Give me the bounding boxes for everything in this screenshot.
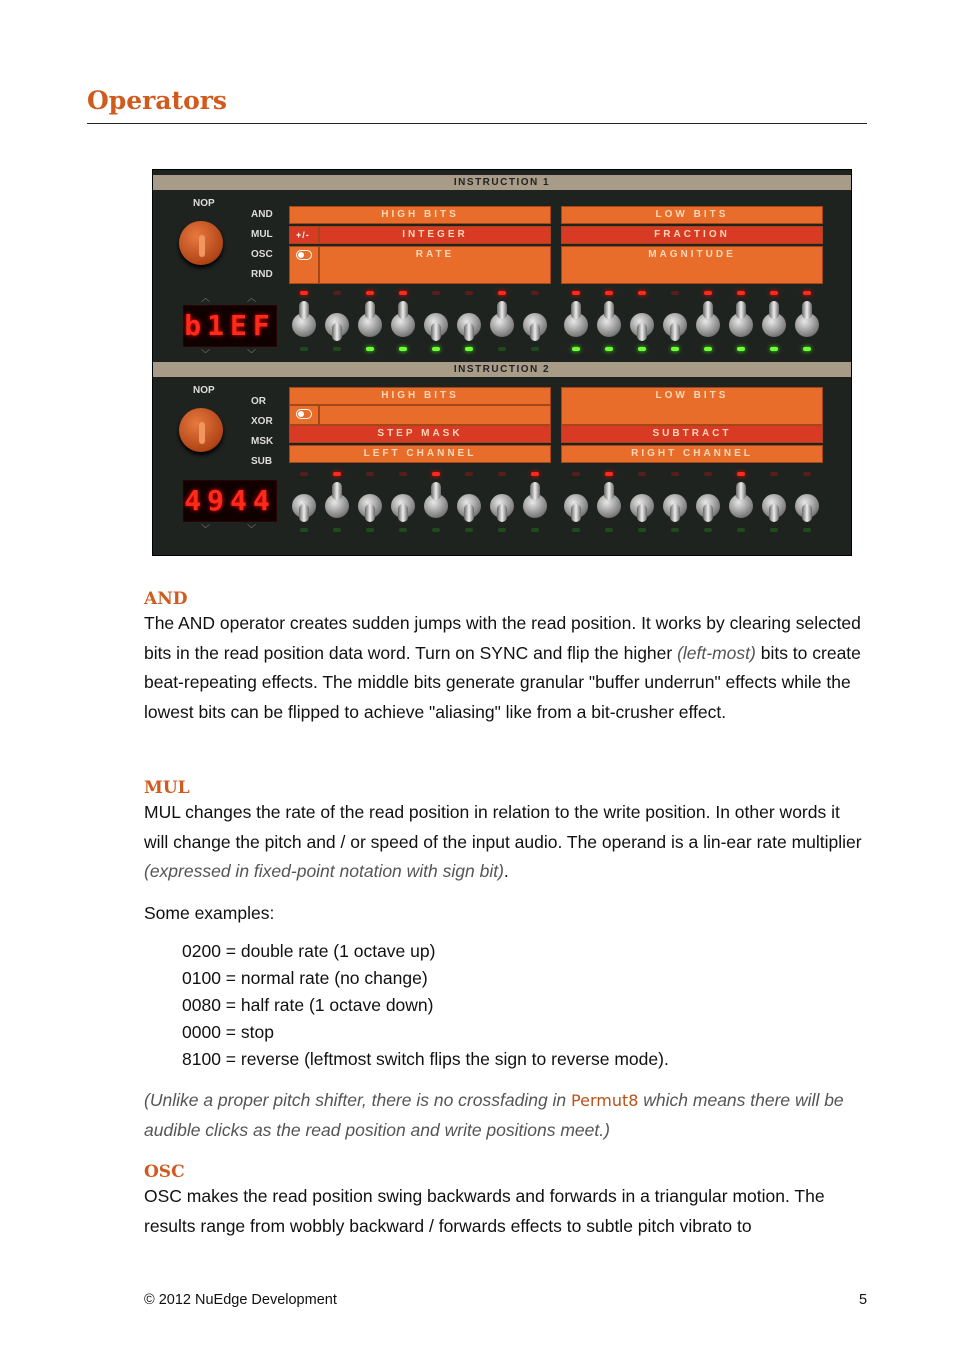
bit-toggle-switch[interactable] xyxy=(695,299,721,339)
bit-led-red xyxy=(333,291,341,295)
bit-led-green xyxy=(399,347,407,351)
bit-led-red xyxy=(605,291,613,295)
bit-led-red xyxy=(432,472,440,476)
bit-toggle-switch[interactable] xyxy=(728,299,754,339)
bit-led-green xyxy=(572,347,580,351)
chevron-down-icon[interactable]: ﹀ xyxy=(247,524,257,534)
mul-aside: (expressed in fixed-point notation with sign bit) xyxy=(144,861,504,881)
left-channel-lane: LEFT CHANNEL xyxy=(289,445,551,463)
high-bits-lane: HIGH BITS xyxy=(289,206,551,224)
bit-led-red xyxy=(531,291,539,295)
and-text-2: bits to create beat-repeating effects. The middle bits generate granular "buffer underrun" effects while the lowest bits can be flipped to achieve "aliasing" like from a bit-crusher effect. xyxy=(144,642,861,722)
osc-heading: OSC xyxy=(144,1162,185,1182)
bit-toggle-switch[interactable] xyxy=(761,299,787,339)
list-item: 0000 = stop xyxy=(182,1022,274,1042)
bit-led-red xyxy=(605,472,613,476)
bit-led-green xyxy=(704,528,712,532)
bit-toggle-switch[interactable] xyxy=(728,480,754,520)
title-rule xyxy=(87,123,867,124)
list-item: 8100 = reverse (leftmost switch flips the sign to reverse mode). xyxy=(182,1049,669,1069)
and-paragraph xyxy=(144,609,868,727)
instruction-1-label: INSTRUCTION 1 xyxy=(153,175,851,190)
bit-led-red xyxy=(572,472,580,476)
bit-toggle-switch[interactable] xyxy=(324,480,350,520)
nop-label: NOP xyxy=(193,198,215,209)
bit-led-green xyxy=(605,347,613,351)
instruction-2-label: INSTRUCTION 2 xyxy=(153,362,851,377)
bit-toggle-switch[interactable] xyxy=(563,299,589,339)
page-number: 5 xyxy=(859,1292,868,1308)
nop-label: NOP xyxy=(193,385,215,396)
rate-lane: RATE xyxy=(319,246,551,284)
bit-led-green xyxy=(531,528,539,532)
toggle-lane xyxy=(289,405,319,425)
mul-text: MUL changes the rate of the read position in relation to the write position. In other words it will change the pitch and / or speed of the input audio. The operand is a lin-ear rate multiplier xyxy=(144,802,862,852)
bit-toggle-switch[interactable] xyxy=(357,480,383,520)
and-text: The AND operator creates sudden jumps with the read position. It works by clearing selected bits in the read position data word. Turn on SYNC and flip the higher xyxy=(144,613,861,663)
bit-led-green xyxy=(737,528,745,532)
and-aside: (left-most) xyxy=(677,642,756,663)
bit-led-green xyxy=(803,528,811,532)
step-mask-lane: STEP MASK xyxy=(289,425,551,443)
list-item: 0200 = double rate (1 octave up) xyxy=(182,941,436,961)
mode-msk: MSK xyxy=(251,436,274,447)
mode-labels xyxy=(251,205,273,285)
bit-led-red xyxy=(531,472,539,476)
page-title: Operators xyxy=(87,86,228,115)
bit-led-green xyxy=(399,528,407,532)
bit-led-green xyxy=(366,347,374,351)
bit-toggle-switch[interactable] xyxy=(423,299,449,339)
footer-copyright: © 2012 NuEdge Development xyxy=(144,1292,337,1308)
chevron-down-icon[interactable]: ﹀ xyxy=(201,524,211,534)
mul-period: . xyxy=(503,861,509,881)
bit-led-green xyxy=(366,528,374,532)
bit-toggle-switch[interactable] xyxy=(390,299,416,339)
bit-led-green xyxy=(671,528,679,532)
bit-led-red xyxy=(366,472,374,476)
bit-led-red xyxy=(638,472,646,476)
low-bits-lane: LOW BITS xyxy=(561,206,823,224)
bit-toggle-switch[interactable] xyxy=(489,299,515,339)
list-item: 0080 = half rate (1 octave down) xyxy=(182,995,434,1015)
blank-lane xyxy=(319,405,551,425)
mode-sub: SUB xyxy=(251,456,273,467)
bit-led-green xyxy=(803,347,811,351)
mode-labels xyxy=(251,392,273,472)
bit-led-green xyxy=(572,528,580,532)
mode-xor: XOR xyxy=(251,416,273,427)
low-bits-lane: LOW BITS xyxy=(561,387,823,425)
chevron-down-icon[interactable]: ﹀ xyxy=(247,349,257,359)
bit-led-green xyxy=(638,347,646,351)
bit-toggle-switch[interactable] xyxy=(596,299,622,339)
bit-led-green xyxy=(333,347,341,351)
bit-toggle-switch[interactable] xyxy=(761,480,787,520)
instruction-1-section xyxy=(153,175,851,361)
bit-led-red xyxy=(803,291,811,295)
bit-toggle-switch[interactable] xyxy=(324,299,350,339)
mode-rnd: RND xyxy=(251,269,273,280)
sign-label: +/- xyxy=(296,230,310,240)
note-text-2: which means there will be audible clicks as the read position and write positions meet.) xyxy=(144,1090,844,1140)
bit-led-green xyxy=(300,528,308,532)
mode-osc: OSC xyxy=(251,249,273,260)
bit-led-red xyxy=(300,472,308,476)
bit-led-green xyxy=(432,347,440,351)
note-text: (Unlike a proper pitch shifter, there is no crossfading in xyxy=(144,1090,572,1110)
mul-heading: MUL xyxy=(144,778,190,798)
operators-panel-image xyxy=(152,169,852,556)
bit-toggle-switch[interactable] xyxy=(794,299,820,339)
right-channel-lane: RIGHT CHANNEL xyxy=(561,445,823,463)
sync-toggle-lane xyxy=(289,246,319,284)
bit-led-red xyxy=(366,291,374,295)
bit-toggle-switch[interactable] xyxy=(456,299,482,339)
bit-led-green xyxy=(770,347,778,351)
bit-led-red xyxy=(572,291,580,295)
high-bits-lane: HIGH BITS xyxy=(289,387,551,405)
bit-led-green xyxy=(300,347,308,351)
bit-led-green xyxy=(465,528,473,532)
bit-led-green xyxy=(333,528,341,532)
toggle-icon[interactable] xyxy=(296,409,312,419)
bit-led-red xyxy=(498,472,506,476)
chevron-down-icon[interactable]: ﹀ xyxy=(201,349,211,359)
examples-intro: Some examples: xyxy=(144,903,275,923)
bit-led-red xyxy=(671,472,679,476)
bit-led-red xyxy=(770,472,778,476)
bit-led-red xyxy=(498,291,506,295)
magnitude-lane: MAGNITUDE xyxy=(561,246,823,284)
bit-led-red xyxy=(399,291,407,295)
bit-led-red xyxy=(399,472,407,476)
bit-led-green xyxy=(671,347,679,351)
subtract-lane: SUBTRACT xyxy=(561,425,823,443)
bit-toggle-switch[interactable] xyxy=(662,299,688,339)
bit-led-green xyxy=(531,347,539,351)
bit-led-green xyxy=(605,528,613,532)
bit-toggle-switch[interactable] xyxy=(629,480,655,520)
bit-led-green xyxy=(498,528,506,532)
bit-led-red xyxy=(333,472,341,476)
bit-led-red xyxy=(671,291,679,295)
sign-tag xyxy=(289,226,319,244)
brand-name: Permut8 xyxy=(571,1091,639,1110)
bit-led-red xyxy=(737,472,745,476)
fraction-lane: FRACTION xyxy=(561,226,823,244)
bit-led-green xyxy=(737,347,745,351)
bit-led-red xyxy=(770,291,778,295)
bit-led-red xyxy=(704,291,712,295)
bit-led-green xyxy=(704,347,712,351)
bit-toggle-switch[interactable] xyxy=(662,480,688,520)
mode-mul: MUL xyxy=(251,229,273,240)
bit-toggle-switch[interactable] xyxy=(456,480,482,520)
bit-toggle-switch[interactable] xyxy=(489,480,515,520)
integer-lane: INTEGER xyxy=(319,226,551,244)
bit-toggle-switch[interactable] xyxy=(794,480,820,520)
bit-toggle-switch[interactable] xyxy=(291,480,317,520)
bit-toggle-switch[interactable] xyxy=(522,480,548,520)
bit-toggle-switch[interactable] xyxy=(563,480,589,520)
bit-led-red xyxy=(465,472,473,476)
examples-list xyxy=(182,938,669,1073)
bit-led-green xyxy=(770,528,778,532)
bit-toggle-switch[interactable] xyxy=(695,480,721,520)
osc-paragraph: OSC makes the read position swing backwards and forwards in a triangular motion. The results range from wobbly backward / forwards effects to subtle pitch vibrato to xyxy=(144,1186,825,1236)
bit-led-red xyxy=(638,291,646,295)
bit-toggle-switch[interactable] xyxy=(629,299,655,339)
mode-or: OR xyxy=(251,396,266,407)
crossfade-note xyxy=(144,1086,868,1145)
bit-toggle-switch[interactable] xyxy=(596,480,622,520)
bit-led-red xyxy=(432,291,440,295)
and-heading: AND xyxy=(144,589,188,609)
bit-led-green xyxy=(432,528,440,532)
toggle-icon[interactable] xyxy=(296,250,312,260)
bit-toggle-switch[interactable] xyxy=(291,299,317,339)
bit-toggle-switch[interactable] xyxy=(522,299,548,339)
bit-led-green xyxy=(498,347,506,351)
operator-knob[interactable] xyxy=(179,408,223,452)
bit-led-red xyxy=(300,291,308,295)
operand-display: b1EF xyxy=(183,305,277,347)
operand-display: 4944 xyxy=(183,480,277,522)
bit-led-red xyxy=(465,291,473,295)
bit-led-green xyxy=(638,528,646,532)
list-item: 0100 = normal rate (no change) xyxy=(182,968,428,988)
bit-led-red xyxy=(803,472,811,476)
bit-toggle-switch[interactable] xyxy=(423,480,449,520)
bit-toggle-switch[interactable] xyxy=(357,299,383,339)
operator-knob[interactable] xyxy=(179,221,223,265)
bit-led-red xyxy=(737,291,745,295)
instruction-2-section xyxy=(153,362,851,548)
bit-toggle-switch[interactable] xyxy=(390,480,416,520)
bit-led-red xyxy=(704,472,712,476)
bit-led-green xyxy=(465,347,473,351)
chevron-up-icon[interactable]: ︿ xyxy=(247,293,257,303)
chevron-up-icon[interactable]: ︿ xyxy=(201,293,211,303)
mode-and: AND xyxy=(251,209,273,220)
mul-paragraph xyxy=(144,798,868,887)
